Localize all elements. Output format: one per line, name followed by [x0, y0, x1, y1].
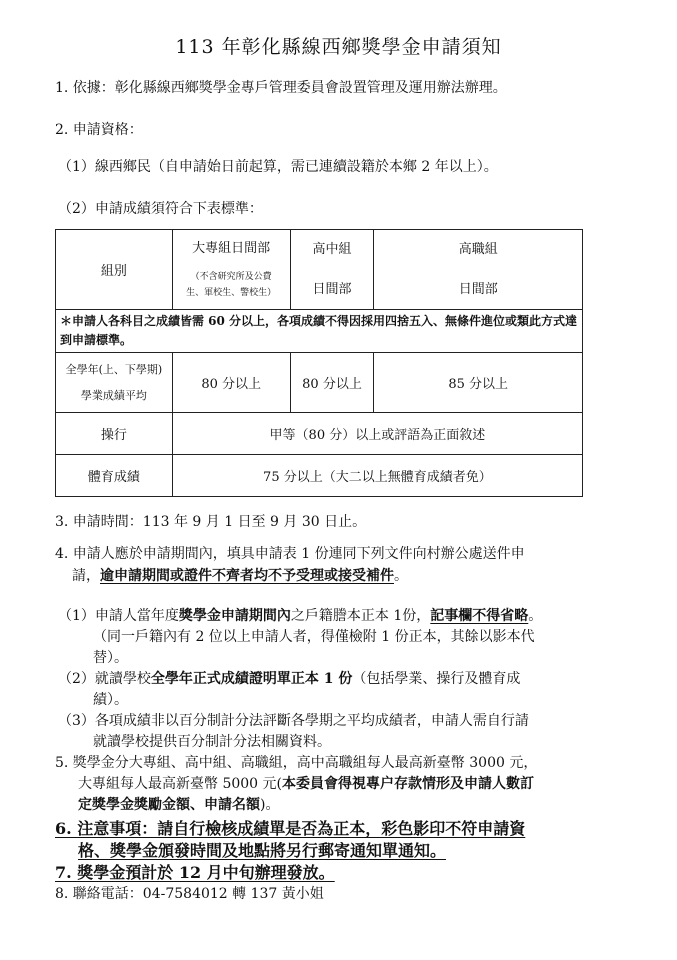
item-award-line-1: 5. 獎學金分大專組、高中組、高職組，高中高職組每人最高新臺幣 3000 元，	[55, 755, 538, 771]
doc2-end: （包括學業、操行及體育成	[352, 671, 521, 687]
row-average-label	[56, 353, 173, 413]
header-high-school	[290, 230, 374, 310]
table-note: ＊申請人各科目之成績皆需 60 分以上，各項成績不得因採用四捨五入、無條件進位或類此方式達到申請標準。	[56, 310, 583, 353]
row-average-high-school: 80 分以上	[290, 353, 374, 413]
doc1-remark: 記事欄不得省略	[430, 608, 529, 624]
header-vocational-sub: 日間部	[458, 281, 498, 297]
table-header-row	[56, 230, 583, 310]
item-contact: 8. 聯絡電話：04-7584012 轉 137 黃小姐	[55, 886, 324, 902]
item-notice-line-1: 6. 注意事項：請自行檢核成績單是否為正本，彩色影印不符申請資	[55, 819, 526, 838]
row-conduct-value: 甲等（80 分）以上或評語為正面敘述	[172, 413, 582, 455]
submission-text: 請，	[72, 568, 100, 584]
document-3-line-1: （3）各項成績非以百分制計分法評斷各學期之平均成績者，申請人需自行請	[58, 713, 529, 729]
item-application-period: 3. 申請時間：113 年 9 月 1 日至 9 月 30 日止。	[55, 514, 367, 530]
page-title: 113 年彰化縣線西鄉獎學金申請須知	[175, 36, 502, 58]
award-note-end: 定獎學金獎勵金額、申請名額	[78, 797, 260, 813]
item-eligibility: 2. 申請資格：	[55, 122, 143, 138]
header-group: 組別	[56, 230, 173, 310]
header-university	[172, 230, 290, 310]
row-pe-value: 75 分以上（大二以上無體育成績者免）	[172, 455, 582, 497]
doc1-end: 。	[528, 608, 543, 624]
doc1-mid: 之戶籍謄本正本 1份，	[290, 608, 431, 624]
eligibility-grades: （2）申請成績須符合下表標準：	[58, 201, 263, 217]
header-university-note-1: （不含研究所及公費	[190, 271, 272, 282]
doc2-pre: （2）就讀學校	[58, 671, 151, 687]
doc1-pre: （1）申請人當年度	[58, 608, 179, 624]
document-2-line-1	[58, 669, 520, 689]
item-award-line-2	[78, 774, 534, 794]
row-pe-label: 體育成績	[56, 455, 173, 497]
doc2-transcript: 全學年正式成績證明單正本 1 份	[150, 671, 353, 687]
header-high-school-sub: 日間部	[312, 281, 352, 297]
doc1-period: 獎學金申請期間內	[178, 608, 291, 624]
header-high-school-label: 高中組	[312, 241, 352, 257]
table-note-row	[56, 310, 583, 353]
award-note: 本委員會得視專户存款情形及申請人數訂	[282, 776, 534, 792]
header-university-label: 大專組日間部	[192, 240, 271, 256]
grade-requirements-table	[55, 229, 583, 497]
document-1-line-2: （同一戶籍內有 2 位以上申請人者，得僅檢附 1 份正本，其餘以影本代	[93, 629, 535, 645]
item-notice-line-2: 格、獎學金頒發時間及地點將另行郵寄通知單通知。	[78, 841, 447, 860]
item-payout: 7. 獎學金預計於 12 月中旬辦理發放。	[55, 863, 335, 882]
table-row-pe	[56, 455, 583, 497]
header-university-note-2: 生、軍校生、警校生）	[186, 287, 277, 298]
document-3-line-2: 就讀學校提供百分制計分法相關資料。	[93, 734, 331, 750]
item-submission-line-1: 4. 申請人應於申請期間內，填具申請表 1 份連同下列文件向村辦公處送件申	[55, 546, 525, 562]
row-average-vocational: 85 分以上	[374, 353, 583, 413]
header-vocational	[374, 230, 583, 310]
award-amount: 大專組每人最高新臺幣 5000 元(	[78, 776, 282, 792]
table-row-average	[56, 353, 583, 413]
row-conduct-label: 操行	[56, 413, 173, 455]
eligibility-residency: （1）線西鄉民（自申請始日前起算，需已連續設籍於本鄉 2 年以上）。	[58, 159, 498, 175]
submission-warning: 逾申請期間或證件不齊者均不予受理或接受補件	[100, 568, 394, 584]
item-submission-line-2	[72, 566, 408, 586]
item-award-line-3	[78, 795, 279, 815]
document-1-line-1	[58, 606, 542, 626]
document-2-line-2: 績）。	[93, 692, 128, 708]
row-average-label-1: 全學年(上、下學期)	[65, 362, 163, 376]
document-1-line-3: 替）。	[93, 650, 128, 666]
table-row-conduct	[56, 413, 583, 455]
submission-end: 。	[394, 568, 408, 584]
row-average-university: 80 分以上	[172, 353, 290, 413]
header-vocational-label: 高職組	[458, 241, 498, 257]
row-average-label-2: 學業成績平均	[80, 388, 147, 402]
award-end: )。	[260, 797, 280, 813]
item-basis: 1. 依據：彰化縣線西鄉獎學金專戶管理委員會設置管理及運用辦法辦理。	[55, 80, 507, 96]
